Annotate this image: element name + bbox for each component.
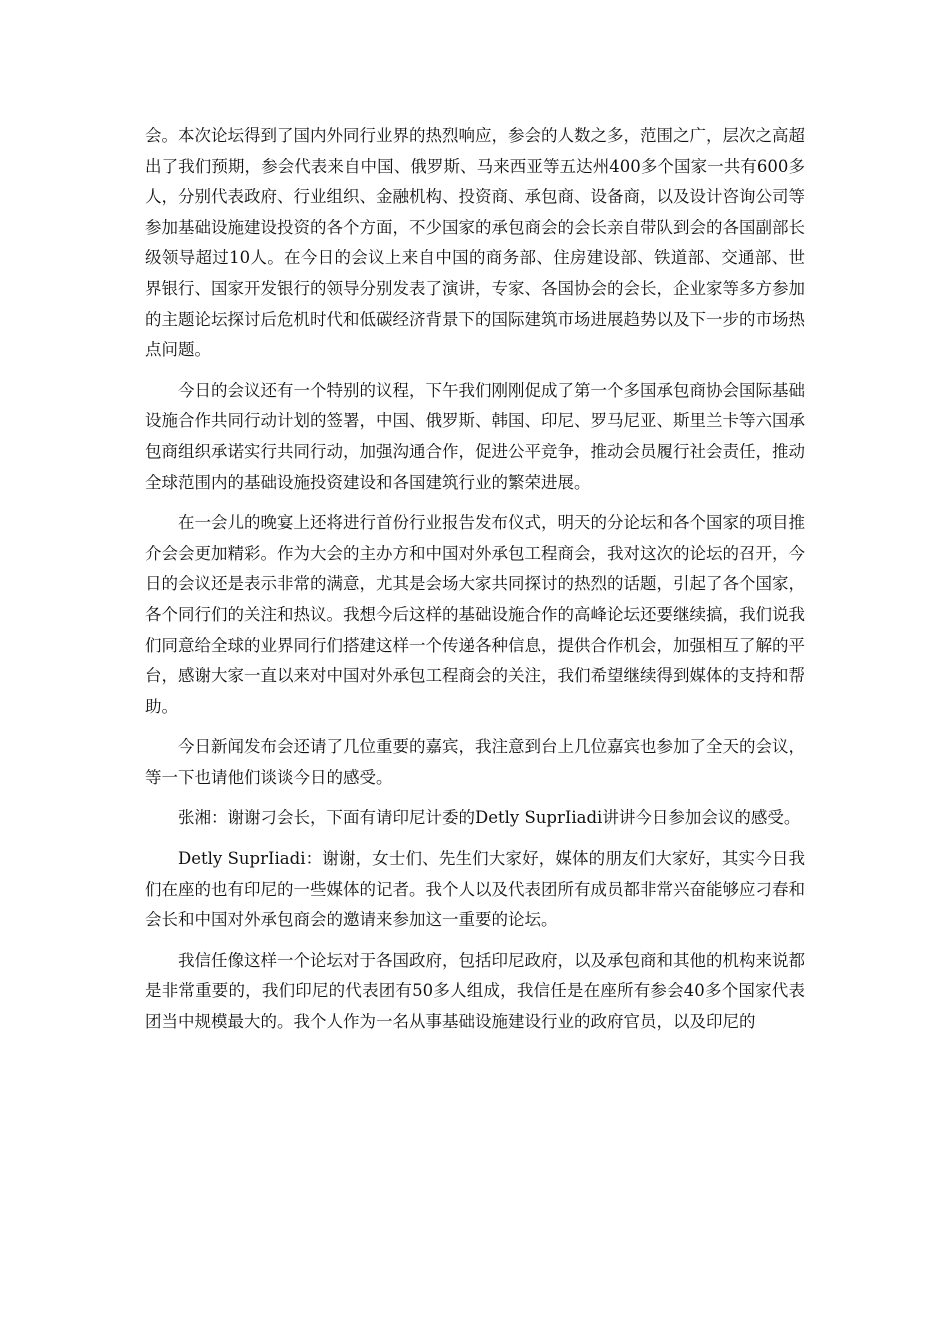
paragraph: 张湘：谢谢刁会长，下面有请印尼计委的Detly SuprIiadi讲讲今日参加会议的感受。 [178, 808, 801, 828]
paragraph: Detly SuprIiadi：谢谢，女士们、先生们大家好，媒体的朋友们大家好，其实今日我们在座的也有印尼的一些媒体的记者。我个人以及代表团所有成员都非常兴奋能够应刁春和会长和中国对外承包商会的邀请来参加这一重要的论坛。 [145, 849, 805, 930]
paragraph: 会。本次论坛得到了国内外同行业界的热烈响应，参会的人数之多，范围之广，层次之高超出了我们预期，参会代表来自中国、俄罗斯、马来西亚等五达州400多个国家一共有600多人，分别代表政府、行业组织、金融机构、投资商、承包商、设备商，以及设计咨询公司等参加基础设施建设投资的各个方面，不少国家的承包商会的会长亲自带队到会的各国副部长级领导超过10人。在今日的会议上来自中国的商务部、住房建设部、铁道部、交通部、世界银行、国家开发银行的领导分别发表了演讲，专家、各国协会的会长，企业家等多方参加的主题论坛探讨后危机时代和低碳经济背景下的国际建筑市场进展趋势以及下一步的市场热点问题。 [145, 126, 805, 360]
paragraph: 今日的会议还有一个特别的议程，下午我们刚刚促成了第一个多国承包商协会国际基础设施合作共同行动计划的签署，中国、俄罗斯、韩国、印尼、罗马尼亚、斯里兰卡等六国承包商组织承诺实行共同行动，加强沟通合作，促进公平竞争，推动会员履行社会责任，推动全球范围内的基础设施投资建设和各国建筑行业的繁荣进展。 [145, 380, 805, 492]
document-body [145, 121, 805, 1048]
paragraph: 我信任像这样一个论坛对于各国政府，包括印尼政府，以及承包商和其他的机构来说都是非常重要的，我们印尼的代表团有50多人组成，我信任是在座所有参会40多个国家代表团当中规模最大的。我个人作为一名从事基础设施建设行业的政府官员，以及印尼的 [145, 950, 805, 1032]
paragraph: 今日新闻发布会还请了几位重要的嘉宾，我注意到台上几位嘉宾也参加了全天的会议，等一下也请他们谈谈今日的感受。 [145, 737, 805, 787]
paragraph: 在一会儿的晚宴上还将进行首份行业报告发布仪式，明天的分论坛和各个国家的项目推介会会更加精彩。作为大会的主办方和中国对外承包工程商会，我对这次的论坛的召开，今日的会议还是表示非常的满意，尤其是会场大家共同探讨的热烈的话题，引起了各个国家，各个同行们的关注和热议。我想今后这样的基础设施合作的高峰论坛还要继续搞，我们说我们同意给全球的业界同行们搭建这样一个传递各种信息，提供合作机会，加强相互了解的平台，感谢大家一直以来对中国对外承包工程商会的关注，我们希望继续得到媒体的支持和帮助。 [145, 513, 805, 716]
